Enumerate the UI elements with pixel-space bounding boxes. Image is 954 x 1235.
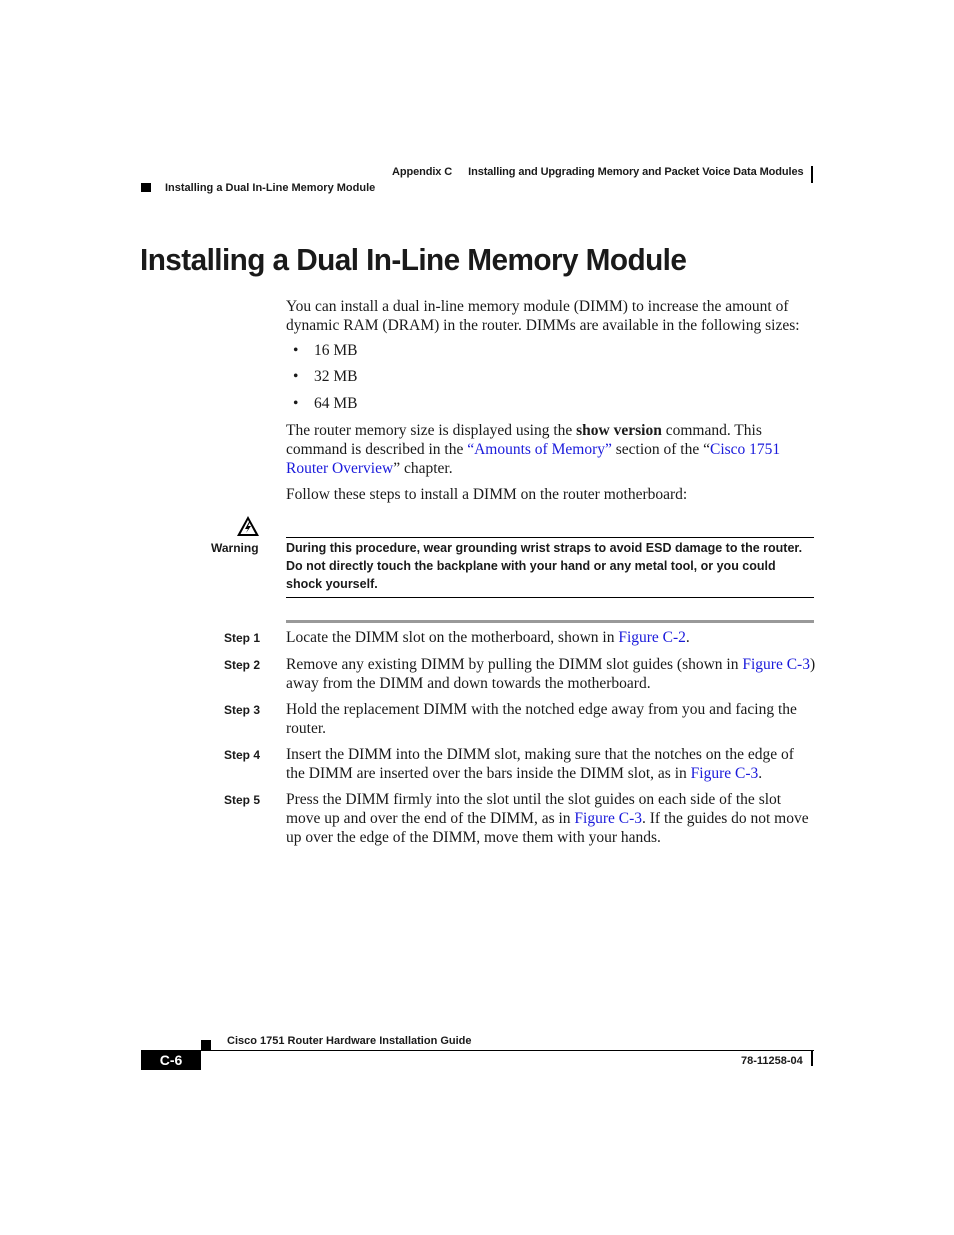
- running-header-section: Installing a Dual In-Line Memory Module: [165, 182, 376, 194]
- figure-c3-link[interactable]: Figure C-3: [690, 765, 759, 782]
- router-overview-link[interactable]: Cisco 1751 Router Overview: [286, 441, 781, 477]
- footer-vertical-rule: [811, 1050, 813, 1066]
- command-name: show version: [576, 422, 662, 439]
- figure-c2-link[interactable]: Figure C-2: [618, 629, 686, 646]
- figure-c3-link[interactable]: Figure C-3: [742, 656, 810, 673]
- step-text: Press the DIMM firmly into the slot until the slot guides on each side of the slot move up and over the end of the DIMM, as in Figure C-3. If the guides do not move up over the edge of the DIMM, move them with your hands.: [286, 791, 809, 846]
- memory-size-paragraph: The router memory size is displayed using the show version command. This command is described in the “Amounts of Memory” section of the “Cisco 1751 Router Overview” chapter.: [286, 422, 781, 477]
- warning-triangle-icon: [236, 515, 260, 537]
- page-title: Installing a Dual In-Line Memory Module: [140, 242, 687, 277]
- amounts-of-memory-link[interactable]: “Amounts of Memory”: [467, 441, 612, 458]
- bullet-icon: •: [293, 368, 299, 385]
- step-label: Step 5: [224, 793, 261, 807]
- steps-top-rule: [286, 620, 814, 623]
- intro-paragraph: You can install a dual in-line memory module (DIMM) to increase the amount of dynamic RAM (DRAM) in the router. DIMMs are available in the following sizes:: [286, 298, 800, 334]
- list-item: • 32 MB: [293, 368, 358, 385]
- page-number: C-6: [141, 1050, 201, 1070]
- step-text: Hold the replacement DIMM with the notched edge away from you and facing the router.: [286, 701, 797, 737]
- list-item: • 64 MB: [293, 395, 358, 412]
- header-square-marker: [141, 183, 151, 192]
- step-text: Remove any existing DIMM by pulling the DIMM slot guides (shown in Figure C-3) away from the DIMM and down towards the motherboard.: [286, 656, 816, 692]
- figure-c3-link[interactable]: Figure C-3: [574, 810, 643, 827]
- step-label: Step 4: [224, 748, 261, 762]
- bullet-icon: •: [293, 395, 299, 412]
- step-label: Step 3: [224, 703, 261, 717]
- list-item: • 16 MB: [293, 342, 358, 359]
- document-number: 78-11258-04: [741, 1055, 803, 1067]
- chapter-title: Installing and Upgrading Memory and Packet Voice Data Modules: [468, 166, 804, 178]
- warning-label: Warning: [211, 541, 259, 555]
- header-vertical-rule: [811, 166, 813, 183]
- footer-rule: [201, 1050, 814, 1051]
- steps-intro-paragraph: Follow these steps to install a DIMM on the router motherboard:: [286, 486, 688, 503]
- footer-guide-title: Cisco 1751 Router Hardware Installation Guide: [227, 1035, 472, 1047]
- step-text: Insert the DIMM into the DIMM slot, making sure that the notches on the edge of the DIMM are inserted over the bars inside the DIMM slot, as in Figure C-3.: [286, 746, 794, 782]
- footer-square-marker: [201, 1040, 211, 1050]
- step-text: Locate the DIMM slot on the motherboard, shown in Figure C-2.: [286, 629, 690, 646]
- bullet-icon: •: [293, 342, 299, 359]
- step-label: Step 1: [224, 631, 261, 645]
- warning-text: During this procedure, wear grounding wrist straps to avoid ESD damage to the router. Do not directly touch the backplane with your hand or any metal tool, or you could shock yourself.: [286, 541, 803, 591]
- chapter-label: Appendix C: [392, 166, 453, 178]
- step-label: Step 2: [224, 658, 261, 672]
- warning-bottom-rule: [286, 597, 814, 598]
- warning-top-rule: [286, 537, 814, 538]
- running-header-chapter: [392, 166, 804, 178]
